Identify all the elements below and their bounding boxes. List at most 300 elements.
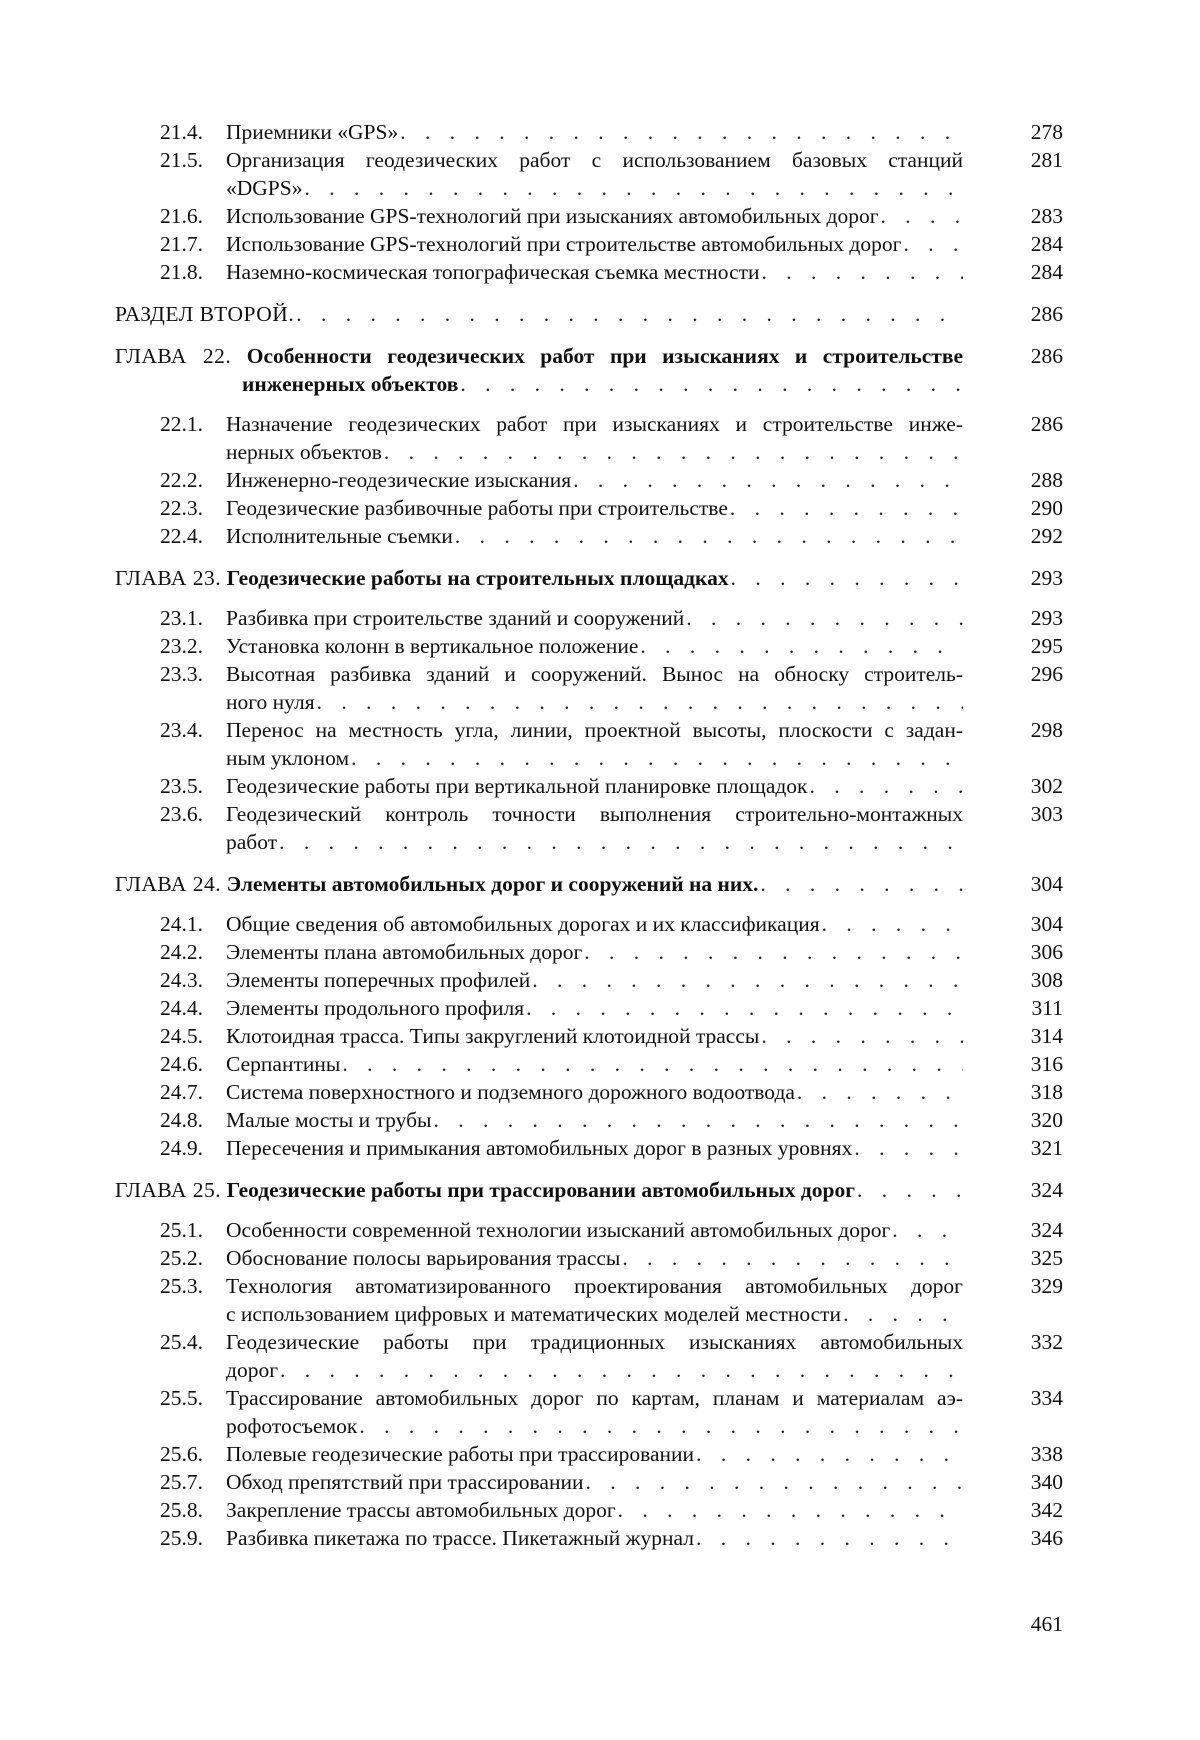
dot-leader	[296, 300, 963, 328]
entry-page-number: 316	[1030, 1052, 1063, 1076]
entry-last-line	[226, 910, 963, 938]
entry-title-text: Перенос на местность угла, линии, проектной высоты, плоскости с задан-	[226, 718, 963, 742]
entry-title-text: Трассирование автомобильных дорог по картам, планам и материалам аэ-	[226, 1386, 963, 1410]
entry-title-line	[226, 1272, 963, 1300]
entry-title-line	[115, 300, 294, 328]
dot-leader	[585, 1468, 963, 1496]
entry-title-line	[226, 258, 760, 286]
entry-title-line	[226, 716, 963, 744]
dot-leader	[455, 522, 963, 550]
entry-title-line	[226, 438, 382, 466]
entry-last-line	[226, 938, 963, 966]
toc-subsection-entry	[160, 1328, 1063, 1384]
dot-leader	[640, 632, 963, 660]
entry-last-line	[226, 828, 963, 856]
entry-title-text: «DGPS»	[226, 176, 303, 200]
entry-title-line	[226, 466, 571, 494]
entry-title-line	[226, 632, 638, 660]
entry-title-text: Использование GPS-технологий при изысканиях автомобильных дорог	[226, 204, 879, 228]
entry-last-line	[226, 466, 963, 494]
entry-number: 24.1.	[160, 912, 203, 936]
entry-title	[226, 1468, 963, 1496]
entry-page-number: 311	[1031, 996, 1063, 1020]
entry-title-line	[226, 966, 530, 994]
entry-title-line	[226, 1078, 795, 1106]
dot-leader	[696, 1440, 963, 1468]
entry-title	[226, 1022, 963, 1050]
entry-last-line	[115, 1176, 963, 1204]
entry-title-line	[226, 994, 524, 1022]
entry-last-line	[226, 772, 963, 800]
entry-number: 21.6.	[160, 204, 203, 228]
entry-last-line	[226, 202, 963, 230]
entry-page-number: 306	[1030, 940, 1063, 964]
entry-title-text: Система поверхностного и подземного дорожного водоотвода	[226, 1080, 795, 1104]
entry-last-line	[226, 1356, 963, 1384]
entry-last-line	[226, 688, 963, 716]
entry-last-line	[226, 744, 963, 772]
entry-number: 23.2.	[160, 634, 203, 658]
entry-title-text: Геодезические разбивочные работы при строительстве	[226, 496, 728, 520]
entry-number: 21.4.	[160, 120, 203, 144]
entry-page-number: 295	[1030, 634, 1063, 658]
toc-section-entry	[115, 300, 1063, 328]
entry-last-line	[226, 522, 963, 550]
entry-title	[226, 1272, 963, 1328]
entry-title-text: Особенности современной технологии изысканий автомобильных дорог	[226, 1218, 891, 1242]
dot-leader	[280, 1356, 963, 1384]
dot-leader	[881, 202, 963, 230]
entry-last-line	[226, 1216, 963, 1244]
entry-last-line	[226, 1106, 963, 1134]
toc-subsection-entry	[160, 994, 1063, 1022]
entry-title-line	[226, 174, 302, 202]
dot-leader	[892, 1216, 963, 1244]
entry-last-line	[226, 1022, 963, 1050]
dot-leader	[797, 1078, 963, 1106]
entry-title-text: Клотоидная трасса. Типы закруглений клотоидной трассы	[226, 1024, 760, 1048]
dot-leader	[696, 1524, 963, 1552]
dot-leader	[532, 966, 963, 994]
entry-title	[226, 522, 963, 550]
entry-number: 23.1.	[160, 606, 203, 630]
entry-title	[226, 994, 963, 1022]
entry-title-line	[226, 202, 879, 230]
entry-page-number: 332	[1030, 1330, 1063, 1354]
entry-title-text: Использование GPS-технологий при строительстве автомобильных дорог	[226, 232, 902, 256]
entry-page-number: 288	[1030, 468, 1063, 492]
entry-number: 24.4.	[160, 996, 203, 1020]
entry-page-number: 286	[1030, 344, 1063, 368]
entry-title	[115, 342, 963, 398]
entry-number: 23.3.	[160, 662, 203, 686]
table-of-contents	[115, 118, 1063, 1552]
entry-title-line	[226, 494, 728, 522]
dot-leader	[400, 118, 963, 146]
entry-title	[226, 258, 963, 286]
entry-number: 23.6.	[160, 802, 203, 826]
entry-page-number: 290	[1030, 496, 1063, 520]
entry-last-line	[226, 1524, 963, 1552]
entry-last-line	[226, 1440, 963, 1468]
entry-title	[226, 494, 963, 522]
entry-title-line	[226, 1356, 278, 1384]
entry-last-line	[226, 966, 963, 994]
entry-number: 25.9.	[160, 1526, 203, 1550]
entry-title-text: Наземно-космическая топографическая съемка местности	[226, 260, 760, 284]
entry-title-line	[226, 118, 398, 146]
entry-title	[226, 1134, 963, 1162]
entry-number: 25.8.	[160, 1498, 203, 1522]
entry-number: 21.8.	[160, 260, 203, 284]
entry-title-line	[226, 828, 277, 856]
entry-title	[115, 1176, 963, 1204]
entry-title-text: Геодезические работы при вертикальной планировке площадок	[226, 774, 808, 798]
entry-page-number: 284	[1030, 232, 1063, 256]
entry-page-number: 281	[1030, 148, 1063, 172]
entry-title-line	[226, 1106, 431, 1134]
entry-title	[115, 564, 963, 592]
dot-leader	[810, 772, 963, 800]
entry-title-line	[115, 1176, 855, 1204]
entry-title-line	[226, 1384, 963, 1412]
toc-subsection-entry	[160, 1440, 1063, 1468]
entry-number: 24.6.	[160, 1052, 203, 1076]
entry-number: 22.3.	[160, 496, 203, 520]
entry-page-number: 304	[1030, 872, 1063, 896]
toc-subsection-entry	[160, 966, 1063, 994]
dot-leader	[903, 230, 963, 258]
dot-leader	[854, 1134, 963, 1162]
dot-leader	[822, 910, 963, 938]
entry-title	[115, 870, 963, 898]
entry-page-number: 303	[1030, 802, 1063, 826]
dot-leader	[622, 1244, 963, 1272]
entry-title-text: Обоснование полосы варьирования трассы	[226, 1246, 621, 1270]
toc-subsection-entry	[160, 1468, 1063, 1496]
dot-leader	[359, 1412, 963, 1440]
entry-number: 21.5.	[160, 148, 203, 172]
entry-last-line	[226, 1050, 963, 1078]
toc-chapter-entry	[115, 342, 1063, 398]
entry-title-text: Организация геодезических работ с использованием базовых станций	[226, 148, 963, 172]
entry-title-line	[226, 1496, 616, 1524]
entry-page-number: 286	[1030, 412, 1063, 436]
entry-page-number: 298	[1030, 718, 1063, 742]
entry-last-line	[226, 632, 963, 660]
toc-subsection-entry	[160, 410, 1063, 466]
toc-subsection-entry	[160, 202, 1063, 230]
entry-title-line	[226, 1412, 357, 1440]
entry-title-text: Элементы плана автомобильных дорог	[226, 940, 583, 964]
entry-title-line	[226, 938, 582, 966]
entry-page-number: 286	[1030, 302, 1063, 326]
entry-last-line	[115, 564, 963, 592]
dot-leader	[686, 604, 963, 632]
entry-title-text: Малые мосты и трубы	[226, 1108, 432, 1132]
entry-title-line	[115, 870, 758, 898]
entry-title-text: Исполнительные съемки	[226, 524, 453, 548]
toc-subsection-entry	[160, 522, 1063, 550]
entry-title-line	[226, 772, 808, 800]
dot-leader	[317, 688, 963, 716]
entry-title-text: рофотосъемок	[226, 1414, 358, 1438]
entry-title-line	[226, 1244, 620, 1272]
toc-subsection-entry	[160, 938, 1063, 966]
entry-title	[226, 660, 963, 716]
toc-subsection-entry	[160, 1216, 1063, 1244]
entry-title-line	[226, 604, 684, 632]
dot-leader	[618, 1496, 963, 1524]
toc-chapter-entry	[115, 564, 1063, 592]
entry-title	[226, 1078, 963, 1106]
entry-title	[226, 716, 963, 772]
entry-title	[226, 910, 963, 938]
section-prefix: РАЗДЕЛ ВТОРОЙ.	[115, 302, 295, 326]
entry-number: 23.4.	[160, 718, 203, 742]
entry-number: 24.7.	[160, 1080, 203, 1104]
entry-title	[226, 632, 963, 660]
dot-leader	[526, 994, 963, 1022]
entry-title	[226, 1328, 963, 1384]
entry-title-line	[226, 1050, 340, 1078]
entry-number: 24.3.	[160, 968, 203, 992]
entry-title-line	[226, 688, 315, 716]
entry-page-number: 296	[1030, 662, 1063, 686]
toc-subsection-entry	[160, 1272, 1063, 1328]
entry-title	[226, 1440, 963, 1468]
entry-title-line	[115, 342, 963, 370]
entry-last-line	[226, 1412, 963, 1440]
entry-title-line	[226, 744, 349, 772]
entry-number: 22.1.	[160, 412, 203, 436]
dot-leader	[304, 174, 963, 202]
entry-number: 24.8.	[160, 1108, 203, 1132]
entry-last-line	[226, 994, 963, 1022]
toc-subsection-entry	[160, 466, 1063, 494]
entry-last-line	[226, 1496, 963, 1524]
entry-title	[226, 1216, 963, 1244]
entry-page-number: 321	[1030, 1136, 1063, 1160]
entry-title-line	[226, 146, 963, 174]
entry-title-text: Приемники «GPS»	[226, 120, 399, 144]
entry-title-text: Элементы поперечных профилей	[226, 968, 531, 992]
entry-last-line	[226, 1078, 963, 1106]
entry-title	[226, 1524, 963, 1552]
entry-page-number: 324	[1030, 1218, 1063, 1242]
dot-leader	[730, 494, 963, 522]
toc-subsection-entry	[160, 146, 1063, 202]
dot-leader	[762, 258, 963, 286]
entry-title-text: Закрепление трассы автомобильных дорог	[226, 1498, 616, 1522]
toc-subsection-entry	[160, 1050, 1063, 1078]
entry-last-line	[242, 370, 963, 398]
dot-leader	[731, 564, 963, 592]
dot-leader	[584, 938, 963, 966]
entry-number: 22.4.	[160, 524, 203, 548]
entry-title-line	[226, 1134, 852, 1162]
entry-last-line	[226, 1468, 963, 1496]
entry-page-number: 293	[1030, 566, 1063, 590]
entry-title-text: Серпантины	[226, 1052, 341, 1076]
dot-leader	[573, 466, 963, 494]
toc-subsection-entry	[160, 1134, 1063, 1162]
entry-title-line	[226, 230, 901, 258]
entry-number: 22.2.	[160, 468, 203, 492]
entry-title	[226, 1496, 963, 1524]
entry-page-number: 292	[1030, 524, 1063, 548]
entry-number: 25.3.	[160, 1274, 203, 1298]
entry-title-text: Инженерно-геодезические изыскания	[226, 468, 572, 492]
entry-title-text: Геодезические работы на строительных площадках	[226, 566, 729, 590]
entry-title-text: Особенности геодезических работ при изысканиях и строительстве	[246, 344, 964, 368]
entry-title	[226, 604, 963, 632]
entry-title-text: работ	[226, 830, 278, 854]
dot-leader	[351, 744, 963, 772]
dot-leader	[843, 1300, 963, 1328]
chapter-prefix: ГЛАВА 24.	[115, 872, 222, 896]
entry-page-number: 283	[1030, 204, 1063, 228]
entry-title	[226, 772, 963, 800]
dot-leader	[279, 828, 963, 856]
entry-title	[226, 938, 963, 966]
entry-page-number: 318	[1030, 1080, 1063, 1104]
entry-last-line	[226, 494, 963, 522]
dot-leader	[433, 1106, 963, 1134]
entry-title-text: ным уклоном	[226, 746, 350, 770]
entry-title-line	[226, 800, 963, 828]
entry-title	[226, 466, 963, 494]
dot-leader	[342, 1050, 963, 1078]
entry-number: 24.5.	[160, 1024, 203, 1048]
entry-title-line	[226, 1440, 694, 1468]
entry-title	[226, 202, 963, 230]
entry-number: 25.4.	[160, 1330, 203, 1354]
entry-number: 25.2.	[160, 1246, 203, 1270]
entry-number: 25.1.	[160, 1218, 203, 1242]
entry-title	[226, 966, 963, 994]
entry-last-line	[115, 870, 963, 898]
entry-page-number: 340	[1030, 1470, 1063, 1494]
entry-title-line	[226, 1328, 963, 1356]
entry-title	[226, 118, 963, 146]
toc-subsection-entry	[160, 910, 1063, 938]
entry-title-line	[226, 910, 820, 938]
dot-leader	[761, 1022, 963, 1050]
entry-last-line	[226, 258, 963, 286]
toc-subsection-entry	[160, 1022, 1063, 1050]
entry-last-line	[226, 230, 963, 258]
toc-subsection-entry	[160, 258, 1063, 286]
toc-chapter-entry	[115, 870, 1063, 898]
entry-title-text: Геодезический контроль точности выполнения строительно-монтажных	[226, 802, 963, 826]
entry-title-line	[226, 1468, 583, 1496]
toc-subsection-entry	[160, 1524, 1063, 1552]
entry-title	[226, 1050, 963, 1078]
entry-title	[115, 300, 963, 328]
entry-last-line	[226, 604, 963, 632]
entry-title-text: Элементы автомобильных дорог и сооружений на них.	[226, 872, 759, 896]
entry-last-line	[226, 1134, 963, 1162]
toc-subsection-entry	[160, 660, 1063, 716]
entry-title-line	[226, 1216, 890, 1244]
entry-title-text: Установка колонн в вертикальное положение	[226, 634, 639, 658]
toc-subsection-entry	[160, 1078, 1063, 1106]
entry-title	[226, 800, 963, 856]
entry-title-text: Технология автоматизированного проектирования автомобильных дорог	[226, 1274, 963, 1298]
entry-page-number: 308	[1030, 968, 1063, 992]
entry-title-text: ного нуля	[226, 690, 315, 714]
entry-title-text: Высотная разбивка зданий и сооружений. Вынос на обноску строитель-	[226, 662, 963, 686]
entry-page-number: 329	[1030, 1274, 1063, 1298]
toc-subsection-entry	[160, 800, 1063, 856]
chapter-prefix: ГЛАВА 25.	[115, 1178, 222, 1202]
entry-title	[226, 146, 963, 202]
entry-title-text: дорог	[226, 1358, 279, 1382]
dot-leader	[760, 870, 963, 898]
entry-last-line	[115, 300, 963, 328]
page-folio: 461	[1030, 1612, 1063, 1636]
toc-subsection-entry	[160, 632, 1063, 660]
entry-number: 25.6.	[160, 1442, 203, 1466]
entry-page-number: 334	[1030, 1386, 1063, 1410]
toc-subsection-entry	[160, 716, 1063, 772]
entry-page-number: 346	[1030, 1526, 1063, 1550]
entry-title-text: Полевые геодезические работы при трассировании	[226, 1442, 695, 1466]
entry-page-number: 338	[1030, 1442, 1063, 1466]
entry-last-line	[226, 174, 963, 202]
entry-last-line	[226, 1300, 963, 1328]
entry-page-number: 293	[1030, 606, 1063, 630]
entry-number: 25.5.	[160, 1386, 203, 1410]
entry-title-text: Разбивка при строительстве зданий и сооружений	[226, 606, 685, 630]
entry-page-number: 324	[1030, 1178, 1063, 1202]
entry-title-text: Назначение геодезических работ при изысканиях и строительстве инже-	[226, 412, 963, 436]
toc-subsection-entry	[160, 1244, 1063, 1272]
toc-subsection-entry	[160, 1384, 1063, 1440]
toc-subsection-entry	[160, 604, 1063, 632]
entry-page-number: 314	[1030, 1024, 1063, 1048]
entry-page-number: 302	[1030, 774, 1063, 798]
entry-title-text: инженерных объектов	[242, 372, 459, 396]
entry-title	[226, 1244, 963, 1272]
entry-title	[226, 230, 963, 258]
entry-title	[226, 1106, 963, 1134]
chapter-prefix: ГЛАВА 23.	[115, 566, 222, 590]
entry-page-number: 342	[1030, 1498, 1063, 1522]
dot-leader	[460, 370, 963, 398]
entry-page-number: 320	[1030, 1108, 1063, 1132]
entry-last-line	[226, 118, 963, 146]
entry-title-line	[226, 1524, 694, 1552]
entry-page-number: 284	[1030, 260, 1063, 284]
entry-page-number: 304	[1030, 912, 1063, 936]
entry-page-number: 278	[1030, 120, 1063, 144]
entry-title-line	[242, 370, 458, 398]
entry-title	[226, 1384, 963, 1440]
entry-title-text: с использованием цифровых и математических моделей местности	[226, 1302, 842, 1326]
entry-number: 24.9.	[160, 1136, 203, 1160]
entry-title-text: Геодезические работы при традиционных изысканиях автомобильных	[226, 1330, 963, 1354]
toc-subsection-entry	[160, 772, 1063, 800]
entry-title-line	[226, 522, 453, 550]
entry-title-text: Обход препятствий при трассировании	[226, 1470, 584, 1494]
entry-title-text: Геодезические работы при трассировании автомобильных дорог	[226, 1178, 855, 1202]
toc-subsection-entry	[160, 1106, 1063, 1134]
entry-title	[226, 410, 963, 466]
entry-title-text: Элементы продольного профиля	[226, 996, 525, 1020]
entry-last-line	[226, 1244, 963, 1272]
